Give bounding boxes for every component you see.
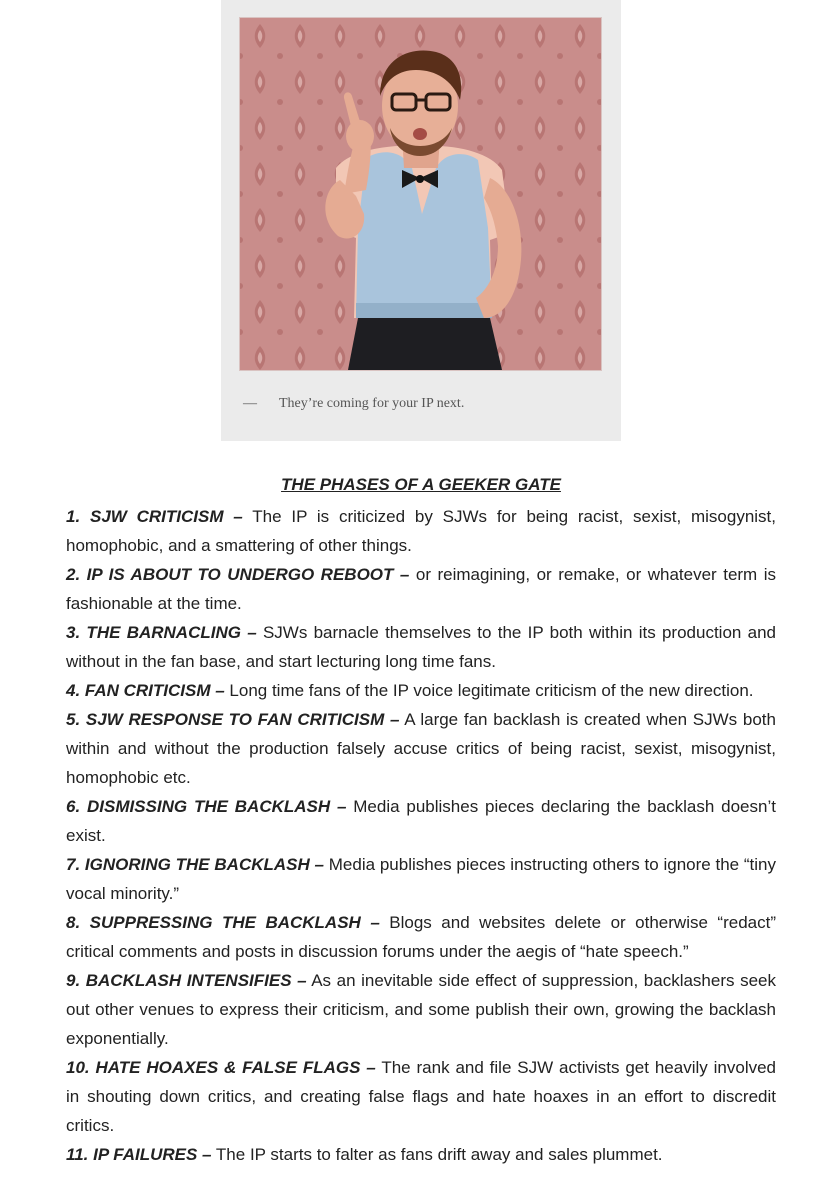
item-text: Media publishes pieces declaring the backlash doesn’t exist. <box>66 797 776 845</box>
item-text: As an inevitable side effect of suppression, backlashers seek out other venues to express their criticism, and some publish their own, growing the backlash exponentially. <box>66 971 776 1048</box>
item-title: 3. THE BARNACLING – <box>66 623 257 642</box>
item-text: The IP starts to falter as fans drift away and sales plummet. <box>215 1145 663 1164</box>
list-item <box>66 676 776 705</box>
item-text: Media publishes pieces instructing others to ignore the “tiny vocal minority.” <box>66 855 776 903</box>
item-text: Long time fans of the IP voice legitimate criticism of the new direction. <box>229 681 754 700</box>
item-title: 7. IGNORING THE BACKLASH – <box>66 855 324 874</box>
caption-dash: — <box>243 396 257 411</box>
item-title: 6. DISMISSING THE BACKLASH – <box>66 797 347 816</box>
list-item <box>66 1053 776 1140</box>
item-title: 8. SUPPRESSING THE BACKLASH – <box>66 913 380 932</box>
list-item <box>66 966 776 1053</box>
item-text: The rank and file SJW activists get heavily involved in shouting down critics, and creating false flags and hate hoaxes in an effort to discredit critics. <box>66 1058 776 1135</box>
list-item <box>66 792 776 850</box>
list-item <box>66 1140 776 1169</box>
list-item <box>66 705 776 792</box>
nerd-photo-illustration <box>240 18 601 370</box>
item-title: 4. FAN CRITICISM – <box>66 681 225 700</box>
item-title: 1. SJW CRITICISM – <box>66 507 243 526</box>
article-figure <box>221 0 621 441</box>
caption-text: They’re coming for your IP next. <box>279 396 465 411</box>
item-title: 2. IP IS ABOUT TO UNDERGO REBOOT – <box>66 565 410 584</box>
item-text: Blogs and websites delete or otherwise “redact” critical comments and posts in discussion forums under the aegis of “hate speech.” <box>66 913 776 961</box>
item-title: 9. BACKLASH INTENSIFIES – <box>66 971 307 990</box>
article-body <box>66 474 776 1169</box>
item-text: A large fan backlash is created when SJWs both within and without the production falsely accuse critics of being racist, sexist, misogynist, homophobic etc. <box>66 710 776 787</box>
item-title: 10. HATE HOAXES & FALSE FLAGS – <box>66 1058 376 1077</box>
list-item <box>66 618 776 676</box>
item-text: SJWs barnacle themselves to the IP both within its production and without in the fan base, and start lecturing long time fans. <box>66 623 776 671</box>
item-title: 11. IP FAILURES – <box>66 1145 212 1164</box>
list-item <box>66 908 776 966</box>
list-item <box>66 850 776 908</box>
article-heading: THE PHASES OF A GEEKER GATE <box>281 475 561 494</box>
list-item <box>66 560 776 618</box>
item-title: 5. SJW RESPONSE TO FAN CRITICISM – <box>66 710 400 729</box>
list-item <box>66 502 776 560</box>
photo-caption <box>243 396 603 412</box>
item-text: or reimagining, or remake, or whatever term is fashionable at the time. <box>66 565 776 613</box>
item-text: The IP is criticized by SJWs for being racist, sexist, misogynist, homophobic, and a smattering of other things. <box>66 507 776 555</box>
article-photo <box>240 18 601 370</box>
